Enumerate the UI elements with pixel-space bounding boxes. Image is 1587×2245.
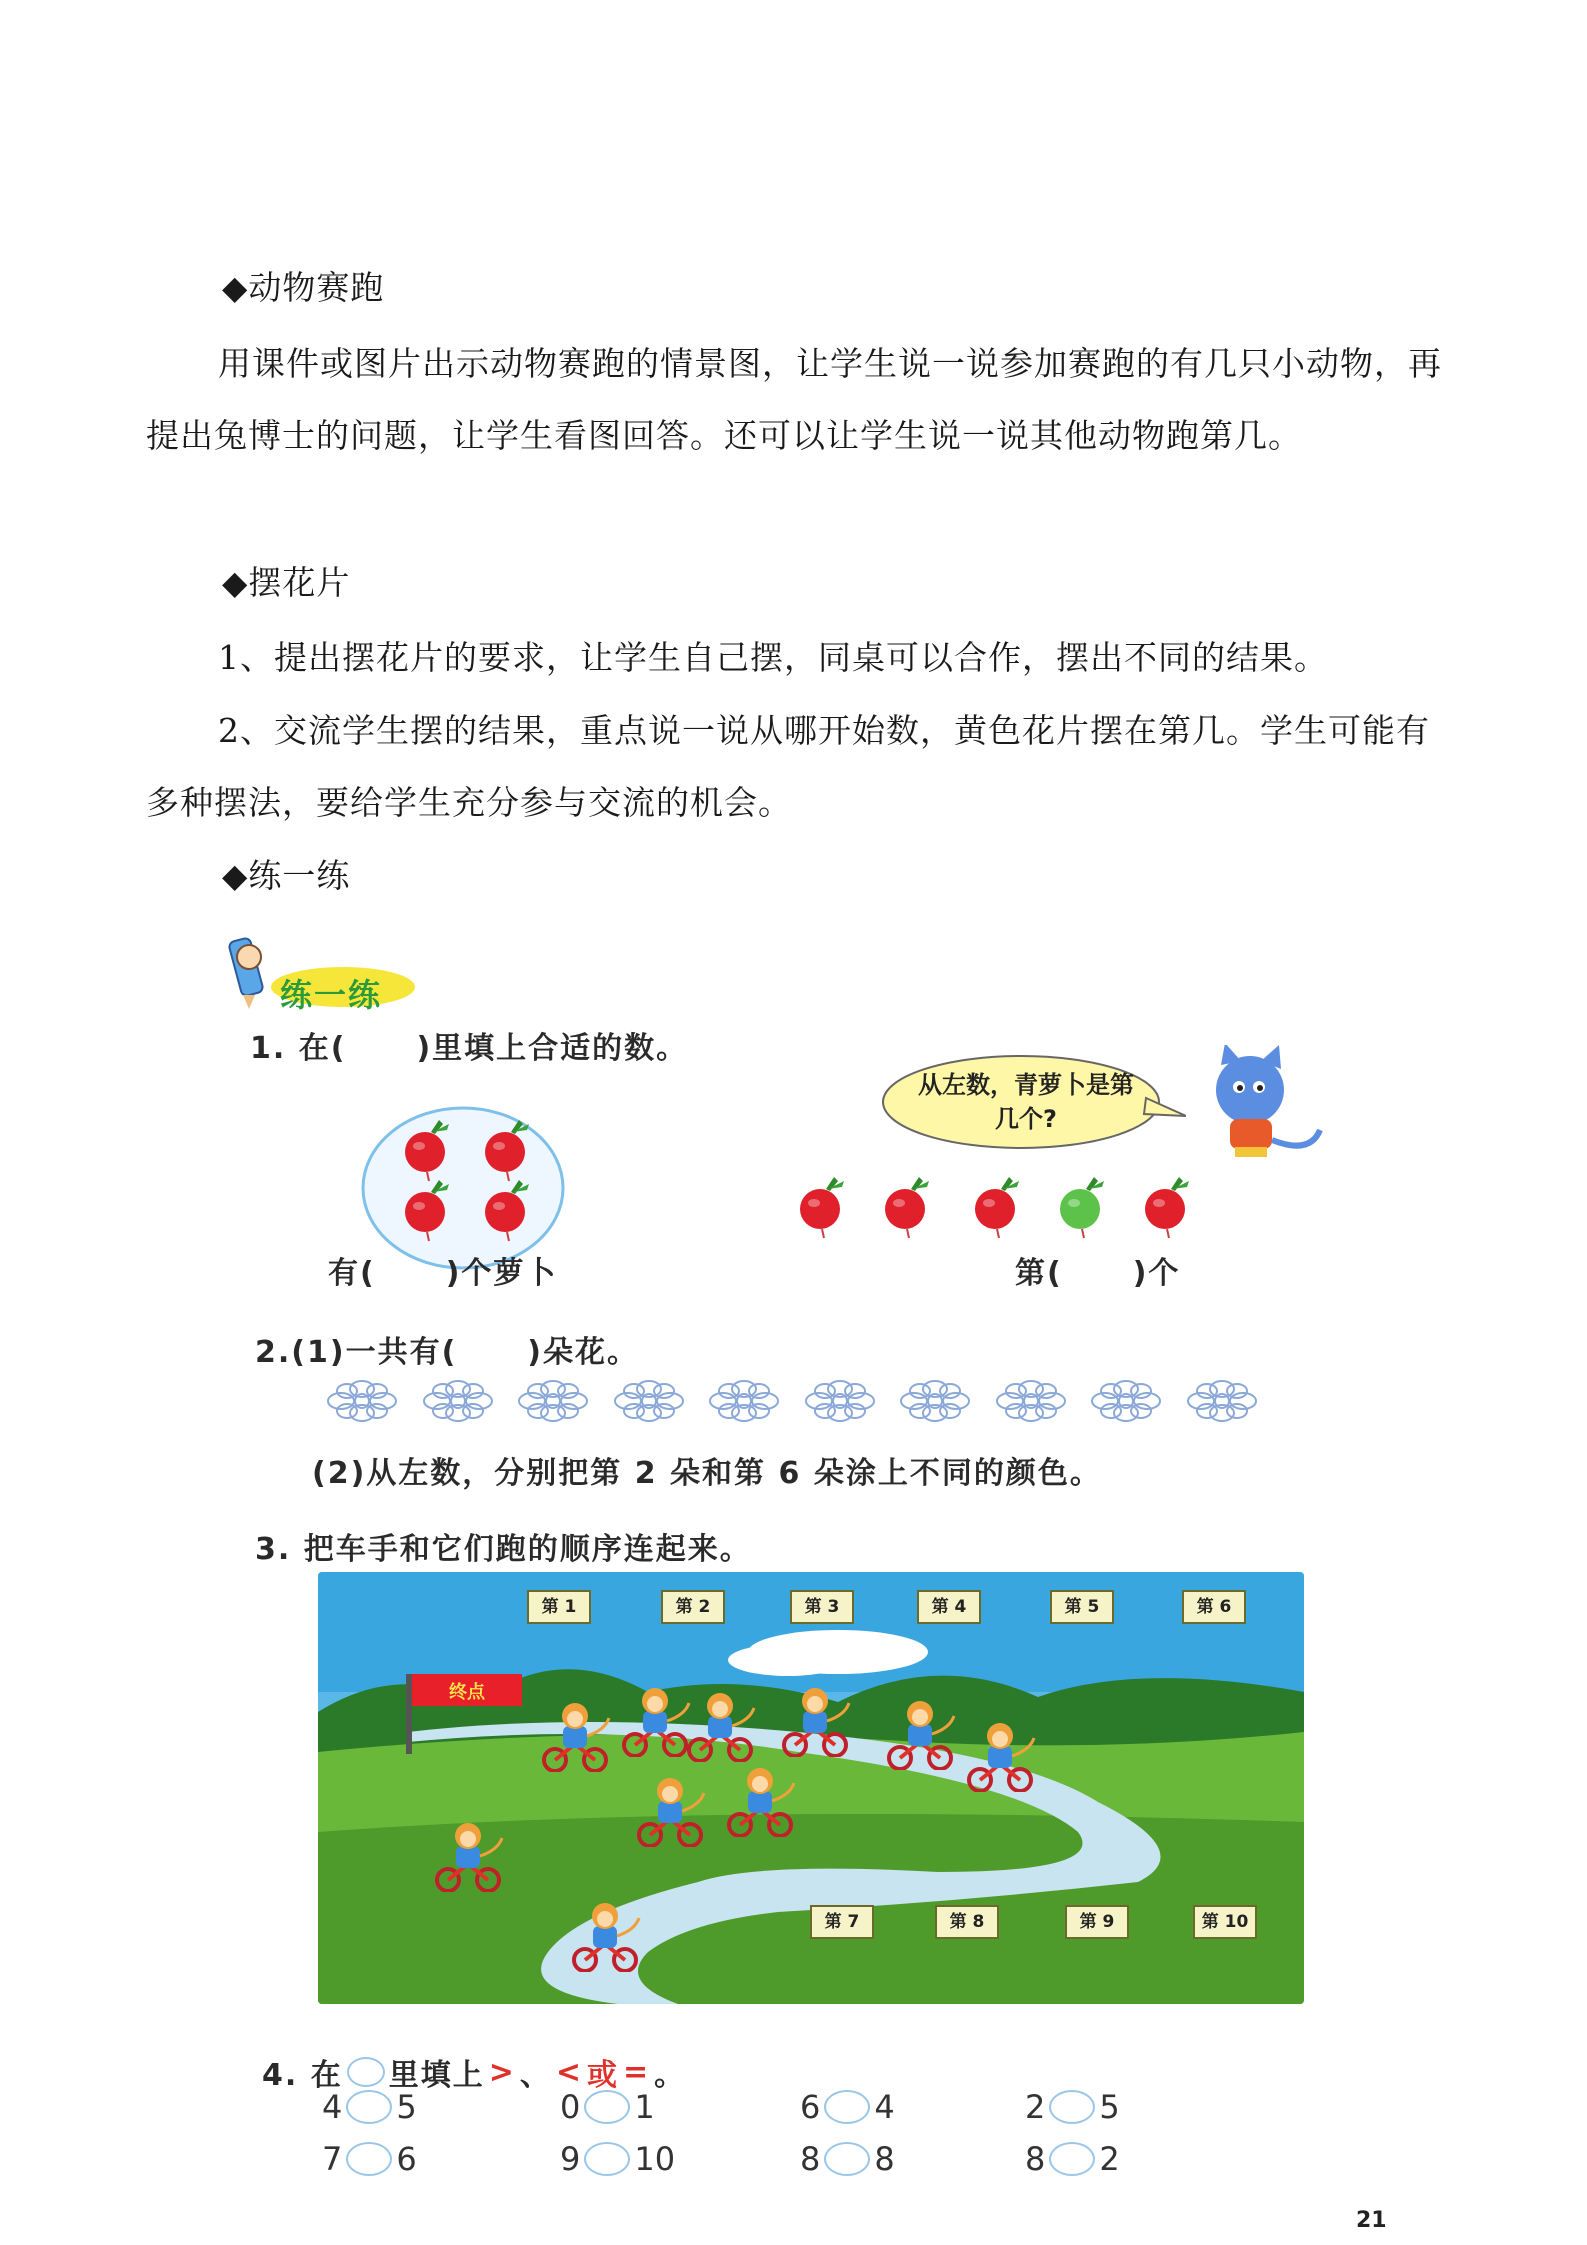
comparison-item <box>1025 2140 1120 2178</box>
radish-icon <box>395 1178 459 1246</box>
left-number: 8 <box>800 2140 821 2178</box>
flower-icon[interactable] <box>1089 1379 1163 1427</box>
flower-icon[interactable] <box>1185 1379 1259 1427</box>
q1-ordinal-post: )个 <box>1132 1256 1181 1291</box>
race-scene-illustration <box>318 1572 1304 2004</box>
left-number: 9 <box>560 2140 581 2178</box>
q3-prompt: 3. 把车手和它们跑的顺序连起来。 <box>255 1532 752 1567</box>
right-number: 4 <box>874 2088 895 2126</box>
paragraph-flower-2: 2、交流学生摆的结果，重点说一说从哪开始数，黄色花片摆在第几。学生可能有多种摆法，要给学生充分参与交流的机会。 <box>146 711 1430 822</box>
q1-count-pre: 有( <box>328 1256 376 1291</box>
flower-icon[interactable] <box>898 1379 972 1427</box>
ordinal-label[interactable]: 第 3 <box>790 1590 854 1624</box>
q1-prompt-pre: 1. 在( <box>250 1031 347 1066</box>
radish-icon <box>965 1175 1029 1243</box>
left-number: 0 <box>560 2088 581 2126</box>
racer-icon <box>720 1765 800 1841</box>
q4-prompt-pre: 4. 在 <box>262 2058 343 2093</box>
practice-badge <box>215 925 415 1015</box>
finish-flag-label: 终点 <box>449 1682 485 1703</box>
flower-icon[interactable] <box>516 1379 590 1427</box>
compare-circle-input[interactable] <box>1049 2142 1095 2176</box>
compare-circle-input[interactable] <box>824 2142 870 2176</box>
q4-prompt-circle <box>347 2057 385 2087</box>
racer-icon <box>880 1698 960 1774</box>
compare-circle-input[interactable] <box>1049 2090 1095 2124</box>
paragraph-flower-1: 1、提出摆花片的要求，让学生自己摆，同桌可以合作，摆出不同的结果。 <box>218 638 1328 677</box>
speech-bubble <box>876 1050 1186 1155</box>
racer-icon <box>960 1720 1040 1796</box>
q1-prompt-post: )里填上合适的数。 <box>416 1031 689 1066</box>
radish-icon <box>1135 1175 1199 1243</box>
left-number: 4 <box>322 2088 343 2126</box>
comparison-item <box>1025 2088 1120 2126</box>
racer-icon <box>565 1900 645 1976</box>
compare-circle-input[interactable] <box>824 2090 870 2124</box>
radish-icon <box>875 1175 939 1243</box>
paragraph-animal-race: 用课件或图片出示动物赛跑的情景图，让学生说一说参加赛跑的有几只小动物，再提出兔博士的问题，让学生看图回答。还可以让学生说一说其他动物跑第几。 <box>146 344 1442 455</box>
ordinal-label[interactable]: 第 9 <box>1065 1905 1129 1939</box>
ordinal-label[interactable]: 第 1 <box>527 1590 591 1624</box>
flower-icon[interactable] <box>612 1379 686 1427</box>
radish-icon <box>790 1175 854 1243</box>
right-number: 8 <box>874 2140 895 2178</box>
ordinal-label[interactable]: 第 6 <box>1182 1590 1246 1624</box>
q2-part1 <box>255 1327 639 1371</box>
q1-ordinal-text <box>1015 1248 1180 1292</box>
compare-circle-input[interactable] <box>346 2090 392 2124</box>
left-number: 6 <box>800 2088 821 2126</box>
right-number: 2 <box>1099 2140 1120 2178</box>
racer-icon <box>680 1690 760 1766</box>
compare-circle-input[interactable] <box>346 2142 392 2176</box>
compare-circle-input[interactable] <box>584 2142 630 2176</box>
q4-end: 。 <box>654 2058 687 2093</box>
comparison-item <box>800 2140 895 2178</box>
flower-icon[interactable] <box>707 1379 781 1427</box>
flower-icon[interactable] <box>325 1379 399 1427</box>
radish-icon <box>475 1178 539 1246</box>
comparison-item <box>322 2140 417 2178</box>
compare-circle-input[interactable] <box>584 2090 630 2124</box>
green-radish-icon <box>1050 1175 1114 1243</box>
q4-eq: = <box>623 2054 651 2090</box>
right-number: 5 <box>396 2088 417 2126</box>
q2-part1-post: )朵花。 <box>527 1335 639 1370</box>
comparison-item <box>800 2088 895 2126</box>
heading-flower-pieces: ◆摆花片 <box>222 563 351 602</box>
heading-animal-race: ◆动物赛跑 <box>222 268 385 307</box>
racer-icon <box>630 1775 710 1851</box>
racer-icon <box>535 1700 615 1776</box>
right-number: 5 <box>1099 2088 1120 2126</box>
q1-count-text <box>328 1248 557 1292</box>
cat-icon <box>1195 1045 1335 1165</box>
ordinal-label[interactable]: 第 8 <box>935 1905 999 1939</box>
right-number: 10 <box>634 2140 676 2178</box>
racer-icon <box>428 1820 508 1896</box>
comparison-item <box>560 2088 655 2126</box>
comparison-item <box>322 2088 417 2126</box>
radish-icon <box>395 1118 459 1186</box>
racer-icon <box>775 1685 855 1761</box>
practice-badge-label: 练一练 <box>280 976 383 1014</box>
heading-practice: ◆练一练 <box>222 856 351 895</box>
q4-sep: 、 <box>519 2058 552 2093</box>
comparison-item <box>560 2140 675 2178</box>
left-number: 8 <box>1025 2140 1046 2178</box>
q4-lt: < <box>555 2054 583 2090</box>
cat-mascot <box>1195 1045 1335 1169</box>
q4-prompt-post: 里填上 <box>388 2058 485 2093</box>
race-scene <box>318 1572 1304 2004</box>
q1-count-post: )个萝卜 <box>445 1256 558 1291</box>
ordinal-label[interactable]: 第 10 <box>1193 1905 1257 1939</box>
right-number: 6 <box>396 2140 417 2178</box>
left-number: 7 <box>322 2140 343 2178</box>
q2-part2: (2)从左数，分别把第 2 朵和第 6 朵涂上不同的颜色。 <box>312 1456 1102 1491</box>
ordinal-label[interactable]: 第 5 <box>1050 1590 1114 1624</box>
flower-icon[interactable] <box>994 1379 1068 1427</box>
ordinal-label[interactable]: 第 7 <box>810 1905 874 1939</box>
ordinal-label[interactable]: 第 4 <box>917 1590 981 1624</box>
q2-part1-pre: 2.(1)一共有( <box>255 1335 458 1370</box>
q1-prompt <box>250 1023 688 1067</box>
flower-icon[interactable] <box>803 1379 877 1427</box>
right-number: 1 <box>634 2088 655 2126</box>
page-number: 21 <box>1356 2208 1387 2233</box>
q4-or: 或 <box>587 2058 619 2093</box>
radish-icon <box>475 1118 539 1186</box>
q4-gt: > <box>488 2054 516 2090</box>
flower-icon[interactable] <box>421 1379 495 1427</box>
speech-text: 从左数，青萝卜是第几个? <box>918 1071 1134 1133</box>
left-number: 2 <box>1025 2088 1046 2126</box>
ordinal-label[interactable]: 第 2 <box>661 1590 725 1624</box>
q1-ordinal-pre: 第( <box>1015 1256 1063 1291</box>
